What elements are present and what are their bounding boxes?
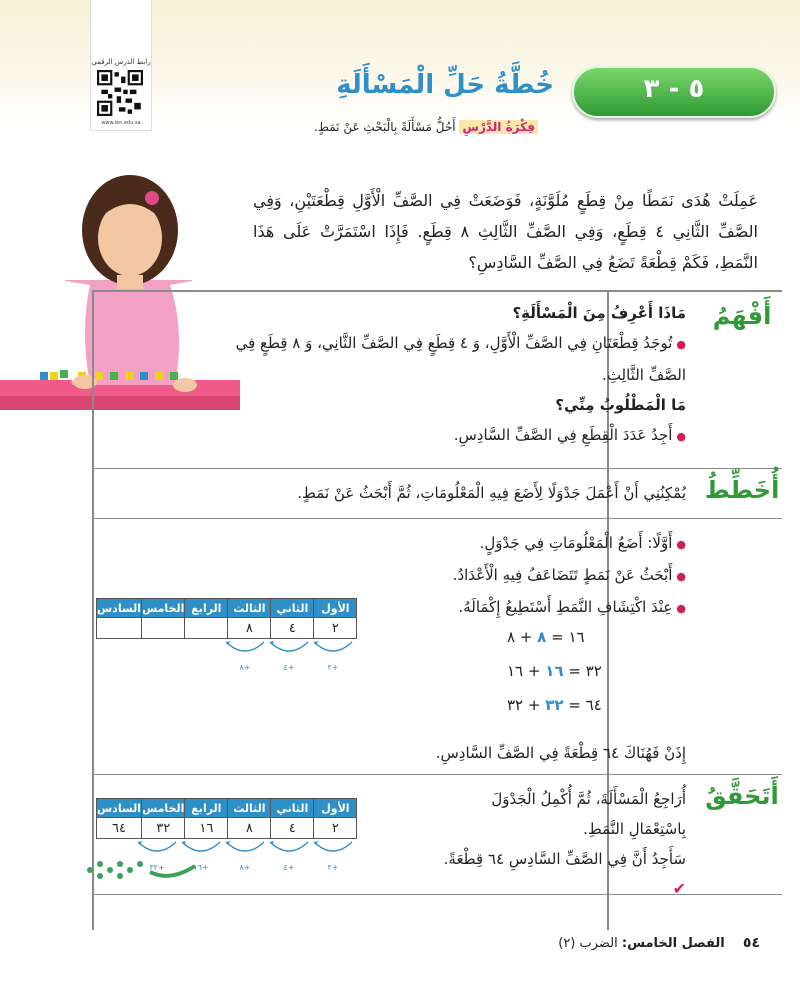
lesson-number: ٥ - ٣ [643,74,705,104]
pattern-table-cell-5 [97,618,142,639]
check-line-3 [436,844,686,904]
understand-question-1: مَاذَا أَعْرِفُ مِنَ الْمَسْأَلَةِ؟ [512,304,686,322]
completed-table-cell-1: ٤ [271,818,314,839]
solve-body [446,528,686,624]
completed-table-header-0: الأول [314,799,357,818]
completed-table-cell-0: ٢ [314,818,357,839]
plan-heading: أُخَطِّطُ [704,476,780,504]
equation-1: ١٦ = ٨ + ٨ [507,628,585,646]
check-body [436,784,686,904]
qr-url: www.ien.edu.sa [101,120,141,126]
equation-3: ٦٤ = ٣٢ + ٣٢ [507,696,602,714]
bullet-icon [672,334,686,352]
lesson-idea [314,120,538,134]
qr-code-icon[interactable] [97,70,143,116]
completed-arrow-label-4: +٣٢ [149,863,165,872]
completed-table-cell-5: ٦٤ [97,818,142,839]
lesson-idea-text: أَحُلُّ مَسْأَلَةً بِالْبَحْثِ عَنْ نَمَطٍ. [314,120,456,134]
understand-body [196,298,686,452]
pattern-table-header-0: الأول [314,599,357,618]
completed-table-cell-4: ٣٢ [142,818,185,839]
solve-conclusion: إِذَنْ فَهُنَاكَ ٦٤ قِطْعَةً فِي الصَّفِّ السَّادِسِ. [435,744,686,762]
pattern-arrow-1 [270,642,308,651]
pattern-arrow-label-1: +٤ [283,663,295,672]
completed-arrow-4 [138,842,176,851]
completed-table-header-1: الثاني [271,799,314,818]
pattern-table-cell-0: ٢ [314,618,357,639]
qr-panel [90,0,152,131]
completed-arrow-3 [182,842,220,851]
plan-text: يُمْكِنُنِي أَنْ أَعْمَلَ جَدْوَلًا لِأَضَعَ فِيهِ الْمَعْلُومَاتِ، ثُمَّ أَبْحَثُ عَنْ نَمَطٍ. [297,484,686,502]
pattern-table-header-5: السادس [97,599,142,618]
check-line-2: بِاسْتِعْمَالِ النَّمَطِ. [583,820,686,838]
bullet-icon [672,566,686,584]
pattern-table [96,598,357,639]
understand-bullet-1 [196,328,686,390]
check-heading: أَتَحَقَّقُ [705,782,779,810]
completed-pattern-table [96,798,357,839]
pattern-table-cell-4 [142,618,185,639]
pattern-arrow-0 [314,642,352,651]
solve-bullet-2 [446,560,686,592]
bullet-icon [672,598,686,616]
pattern-arrow-label-0: +٢ [327,663,339,672]
completed-arrow-0 [314,842,352,851]
understand-section [92,290,782,469]
pattern-table-header-2: الثالث [228,599,271,618]
completed-arrow-label-1: +٤ [283,863,295,872]
understand-question-2: مَا الْمَطْلُوبُ مِنِّي؟ [555,396,686,414]
understand-bullet-1-text: تُوجَدُ قِطْعَتَانِ فِي الصَّفِّ الْأَوَّلِ، وَ ٤ قِطَعٍ فِي الصَّفِّ الثَّانِي، وَ ٨ قِطَعٍ فِي الصَّفِّ الثَّالِثِ. [235,334,686,384]
completed-table-header-5: السادس [97,799,142,818]
understand-heading: أَفْهَمُ [712,302,772,330]
pattern-table-header-3: الرابع [185,599,228,618]
plan-section [92,468,782,519]
completed-table-header-4: الخامس [142,799,185,818]
completed-table-cell-3: ١٦ [185,818,228,839]
solve-section [92,518,782,775]
pattern-table-header-1: الثاني [271,599,314,618]
completed-table-header-3: الرابع [185,799,228,818]
lesson-title: خُطَّةُ حَلِّ الْمَسْأَلَةِ [336,70,554,100]
bullet-icon [672,426,686,444]
pattern-table-cell-2: ٨ [228,618,271,639]
completed-arrow-2 [226,842,264,851]
check-line-3-text: سَأَجِدُ أَنَّ فِي الصَّفِّ السَّادِسِ ٦٤ قِطْعَةً. [443,850,686,868]
solve-bullet-2-text: أَبْحَثُ عَنْ نَمَطٍ تَتَضَاعَفُ فِيهِ الْأَعْدَادُ. [452,566,673,584]
pattern-table-header-4: الخامس [142,599,185,618]
lesson-number-badge [572,66,776,118]
page-footer [558,935,760,951]
chapter-label: الفصل الخامس: [621,936,725,951]
qr-label: رابط الدرس الرقمي [91,58,151,66]
vision-logo-icon [80,852,200,888]
completed-table-header-2: الثالث [228,799,271,818]
understand-bullet-2 [196,420,686,452]
solve-bullet-3 [446,592,686,624]
checkmark-icon: ✔ [672,879,686,898]
check-line-1: أُرَاجِعُ الْمَسْأَلَةَ، ثُمَّ أُكْمِلُ الْجَدْوَلَ [491,790,686,808]
problem-statement: عَمِلَتْ هُدَى نَمَطًا مِنْ قِطَعٍ مُلَوَّنَةٍ، فَوَضَعَتْ فِي الصَّفِّ الْأَوَّلِ قِطْعَتَيْنِ، وَفِي الصَّفِّ الثَّانِي ٤ قِطَعٍ، وَفِي الصَّفِّ الثَّالِثِ ٨ قِطَعٍ. فَإِذَا اسْتَمَرَّتْ عَلَى هَذَا النَّمَطِ، فَكَمْ قِطْعَةً تَضَعُ فِي الصَّفِّ السَّادِسِ؟ [253,191,758,272]
solve-bullet-3-text: عِنْدَ اكْتِشَافِ النَّمَطِ أَسْتَطِيعُ إِكْمَالَهُ. [458,598,673,616]
pattern-arrow-label-2: +٨ [239,663,251,672]
completed-table-cell-2: ٨ [228,818,271,839]
solve-bullet-1 [446,528,686,560]
solve-bullet-1-text: أَوَّلًا: أَضَعُ الْمَعْلُومَاتِ فِي جَدْوَلٍ. [479,534,673,552]
chapter-title: الضرب (٢) [558,936,618,951]
pattern-arrow-2 [226,642,264,651]
pattern-table-cell-1: ٤ [271,618,314,639]
page-number: ٥٤ [742,935,760,951]
understand-bullet-2-text: أَجِدُ عَدَدَ الْقِطَعِ فِي الصَّفِّ السَّادِسِ. [453,426,673,444]
completed-arrow-label-3: +١٦ [193,863,209,872]
completed-arrow-label-2: +٨ [239,863,251,872]
lesson-idea-label: فِكْرَةُ الدَّرْسِ [459,120,538,134]
completed-arrow-1 [270,842,308,851]
equation-2: ٣٢ = ١٦ + ١٦ [507,662,602,680]
completed-arrow-label-0: +٢ [327,863,339,872]
pattern-arrows [202,638,362,678]
bullet-icon [672,534,686,552]
pattern-table-cell-3 [185,618,228,639]
